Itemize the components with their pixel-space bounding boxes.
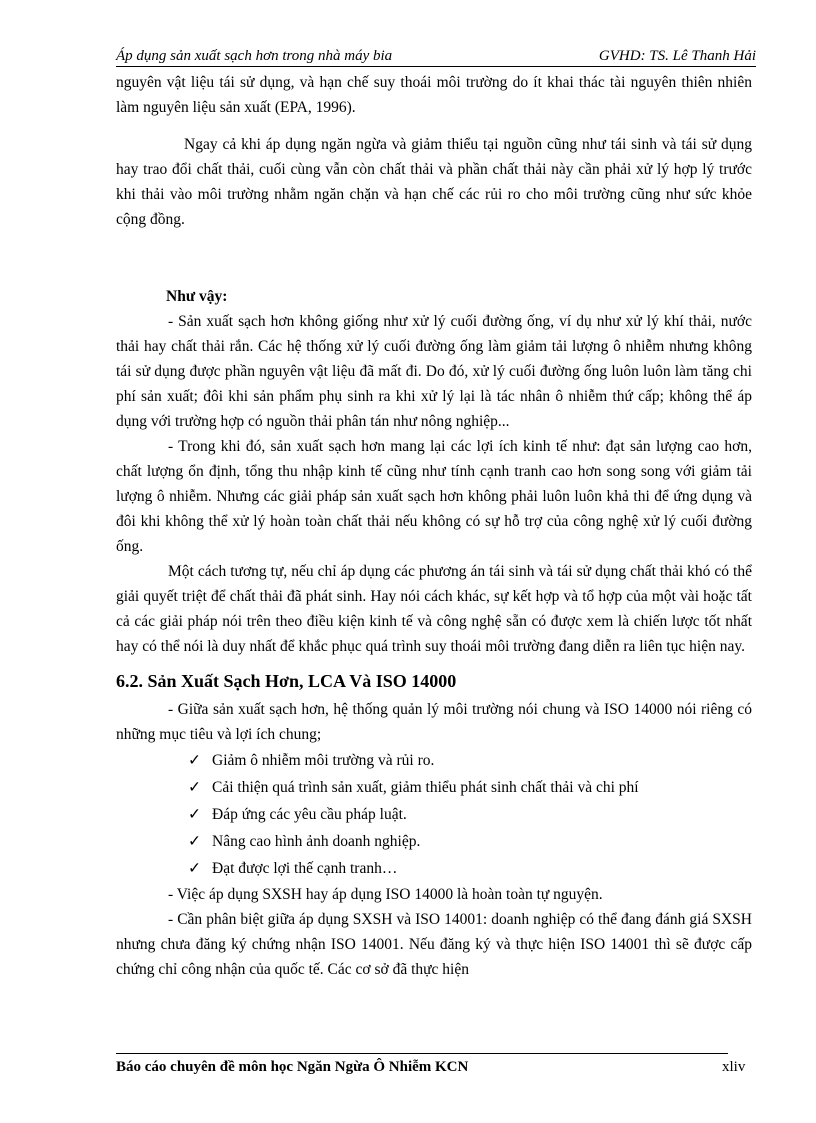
- header-title: Áp dụng sản xuất sạch hơn trong nhà máy bia: [116, 48, 393, 64]
- subheading-nhu-vay: Như vậy:: [166, 288, 228, 305]
- section-heading: 6.2. Sản Xuất Sạch Hơn, LCA Và ISO 14000: [116, 671, 457, 691]
- benefits-checklist: [116, 747, 752, 882]
- checkmark-icon: ✓: [188, 833, 201, 850]
- list-item: [188, 774, 752, 801]
- list-item: [188, 855, 752, 882]
- paragraph-distinguish: - Cần phân biệt giữa áp dụng SXSH và ISO 14001: doanh nghiệp có thể đang đánh giá SXSH nhưng chưa đăng ký chứng nhận ISO 14001. Nếu đăng ký và thực hiện ISO 14001 thì sẽ được cấp chứng chỉ công nhận của quốc tế. Các cơ sở đã thực hiện: [116, 911, 752, 978]
- document-body: [116, 70, 752, 982]
- checkmark-icon: ✓: [188, 806, 201, 823]
- paragraph-voluntary: - Việc áp dụng SXSH hay áp dụng ISO 14000 là hoàn toàn tự nguyện.: [168, 886, 603, 903]
- list-item-text: Đáp ứng các yêu cầu pháp luật.: [212, 806, 407, 823]
- footer-title: Báo cáo chuyên đề môn học Ngăn Ngừa Ô Nhiễm KCN: [116, 1059, 469, 1075]
- page-header: [116, 47, 756, 65]
- list-item-text: Cải thiện quá trình sản xuất, giảm thiểu phát sinh chất thải và chi phí: [212, 779, 639, 796]
- paragraph-common-goals: - Giữa sản xuất sạch hơn, hệ thống quản lý môi trường nói chung và ISO 14000 nói riêng có những mục tiêu và lợi ích chung;: [116, 701, 752, 743]
- page-number: xliv: [722, 1059, 746, 1075]
- paragraph-economic-benefits: - Trong khi đó, sản xuất sạch hơn mang lại các lợi ích kinh tế như: đạt sản lượng cao hơn, chất lượng ổn định, tổng thu nhập kinh tế cũng như tính cạnh tranh cao hơn song song với giảm tải lượng ô nhiễm. Nhưng các giải pháp sản xuất sạch hơn không phải luôn luôn khả thi để ứng dụng và đôi khi không thể xử lý hoàn toàn chất thải nếu không có sự hỗ trợ của công nghệ xử lý cuối đường ống.: [116, 438, 752, 555]
- list-item-text: Đạt được lợi thế cạnh tranh…: [212, 860, 398, 877]
- paragraph-waste-treatment: Ngay cả khi áp dụng ngăn ngừa và giảm thiểu tại nguồn cũng như tái sinh và tái sử dụng hay trao đổi chất thải, cuối cùng vẫn còn chất thải và phần chất thải này cần phải xử lý hợp lý trước khi thải vào môi trường nhằm ngăn chặn và hạn chế các rủi ro cho môi trường cũng như sức khỏe cộng đồng.: [116, 136, 752, 228]
- paragraph-end-of-pipe: - Sản xuất sạch hơn không giống như xử lý cuối đường ống, ví dụ như xử lý khí thải, nước thải hay chất thải rắn. Các hệ thống xử lý cuối đường ống làm giảm tải lượng ô nhiễm nhưng không tái sử dụng được phần nguyên vật liệu đã mất đi. Do đó, xử lý cuối đường ống luôn luôn làm tăng chi phí sản xuất; đôi khi sản phẩm phụ sinh ra khi xử lý lại là tác nhân ô nhiễm thứ cấp; không thể áp dụng với trường hợp có nguồn thải phân tán như nông nghiệp...: [116, 313, 752, 430]
- checkmark-icon: ✓: [188, 779, 201, 796]
- header-advisor: GVHD: TS. Lê Thanh Hải: [598, 48, 756, 64]
- list-item-text: Nâng cao hình ảnh doanh nghiệp.: [212, 833, 421, 850]
- paragraph-combined-strategy: Một cách tương tự, nếu chỉ áp dụng các phương án tái sinh và tái sử dụng chất thải khó có thể giải quyết triệt để chất thải đã phát sinh. Hay nói cách khác, sự kết hợp và tổ hợp của một vài hoặc tất cả các giải pháp nói trên theo điều kiện kinh tế và công nghệ sẵn có được xem là chiến lược tốt nhất hay có thể nói là duy nhất để khắc phục quá trình suy thoái môi trường đang diễn ra liên tục hiện nay.: [116, 563, 752, 655]
- list-item: [188, 801, 752, 828]
- list-item-text: Giảm ô nhiễm môi trường và rủi ro.: [212, 752, 435, 769]
- list-item: [188, 828, 752, 855]
- checkmark-icon: ✓: [188, 752, 201, 769]
- header-rule: [116, 66, 756, 67]
- list-item: [188, 747, 752, 774]
- footer-rule: [116, 1053, 728, 1054]
- checkmark-icon: ✓: [188, 860, 201, 877]
- paragraph-continuation: nguyên vật liệu tái sử dụng, và hạn chế suy thoái môi trường do ít khai thác tài nguyên thiên nhiên làm nguyên liệu sản xuất (EPA, 1996).: [116, 74, 752, 116]
